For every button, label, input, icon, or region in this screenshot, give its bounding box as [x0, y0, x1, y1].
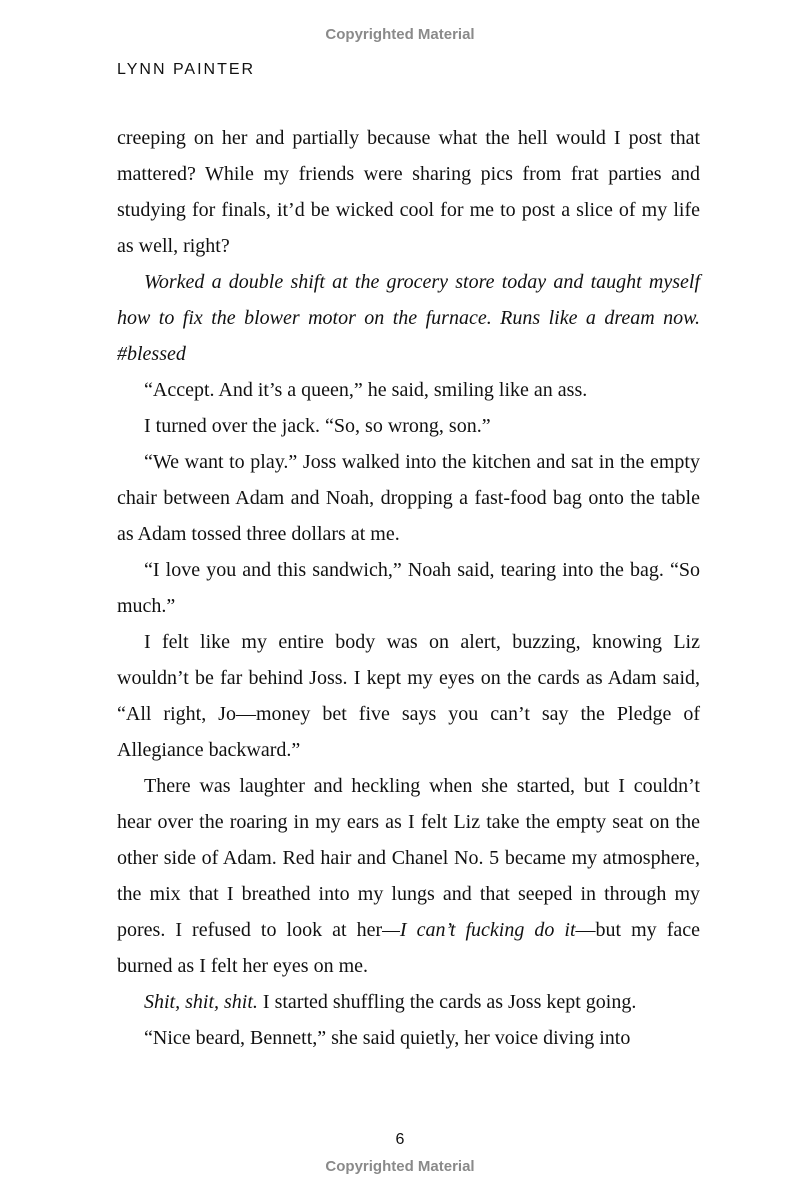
paragraph-2-italic: [117, 264, 700, 372]
italic-post-text: Worked a double shift at the grocery store today and taught myself how to fix the blower motor on the furnace. Runs like a dream now. #blessed: [117, 271, 700, 365]
paragraph-9-rest: I started shuffling the cards as Joss kept going.: [257, 991, 637, 1013]
paragraph-9-italic: Shit, shit, shit.: [144, 991, 258, 1013]
paragraph-7: I felt like my entire body was on alert, buzzing, knowing Liz wouldn’t be far behind Joss. I kept my eyes on the cards as Adam said, “All right, Jo—money bet five says you can’t say the Pledge of Allegiance backward.”: [117, 631, 700, 761]
paragraph-10: “Nice beard, Bennett,” she said quietly, her voice diving into: [144, 1027, 631, 1049]
paragraph-9: [117, 984, 700, 1020]
copyright-footer: Copyrighted Material: [325, 1158, 475, 1175]
paragraph-8-part-c: —but my face burned as I felt her eyes on me.: [117, 919, 700, 977]
copyright-header: Copyrighted Material: [325, 26, 475, 43]
body-text: [117, 120, 700, 1056]
paragraph-8-part-a: There was laughter and heckling when she started, but I couldn’t hear over the roaring in my ears as I felt Liz take the empty seat on the other side of Adam. Red hair and Chanel No. 5 became my atmosphere, the mix that I breathed into my lungs and that seeped in through my pores. I refused to look at her: [117, 775, 700, 941]
paragraph-8: [117, 768, 700, 984]
paragraph-8-italic: —I can’t fucking do it: [382, 919, 576, 941]
running-head-author: LYNN PAINTER: [117, 61, 256, 78]
paragraph-3: “Accept. And it’s a queen,” he said, smiling like an ass.: [144, 379, 588, 401]
paragraph-4: I turned over the jack. “So, so wrong, son.”: [144, 415, 491, 437]
paragraph-5: “We want to play.” Joss walked into the kitchen and sat in the empty chair between Adam and Noah, dropping a fast-food bag onto the table as Adam tossed three dollars at me.: [117, 451, 700, 545]
page-number: 6: [395, 1131, 405, 1148]
paragraph-6: “I love you and this sandwich,” Noah said, tearing into the bag. “So much.”: [117, 559, 700, 617]
paragraph-1: creeping on her and partially because what the hell would I post that mattered? While my friends were sharing pics from frat parties and studying for finals, it’d be wicked cool for me to post a slice of my life as well, right?: [117, 127, 700, 257]
